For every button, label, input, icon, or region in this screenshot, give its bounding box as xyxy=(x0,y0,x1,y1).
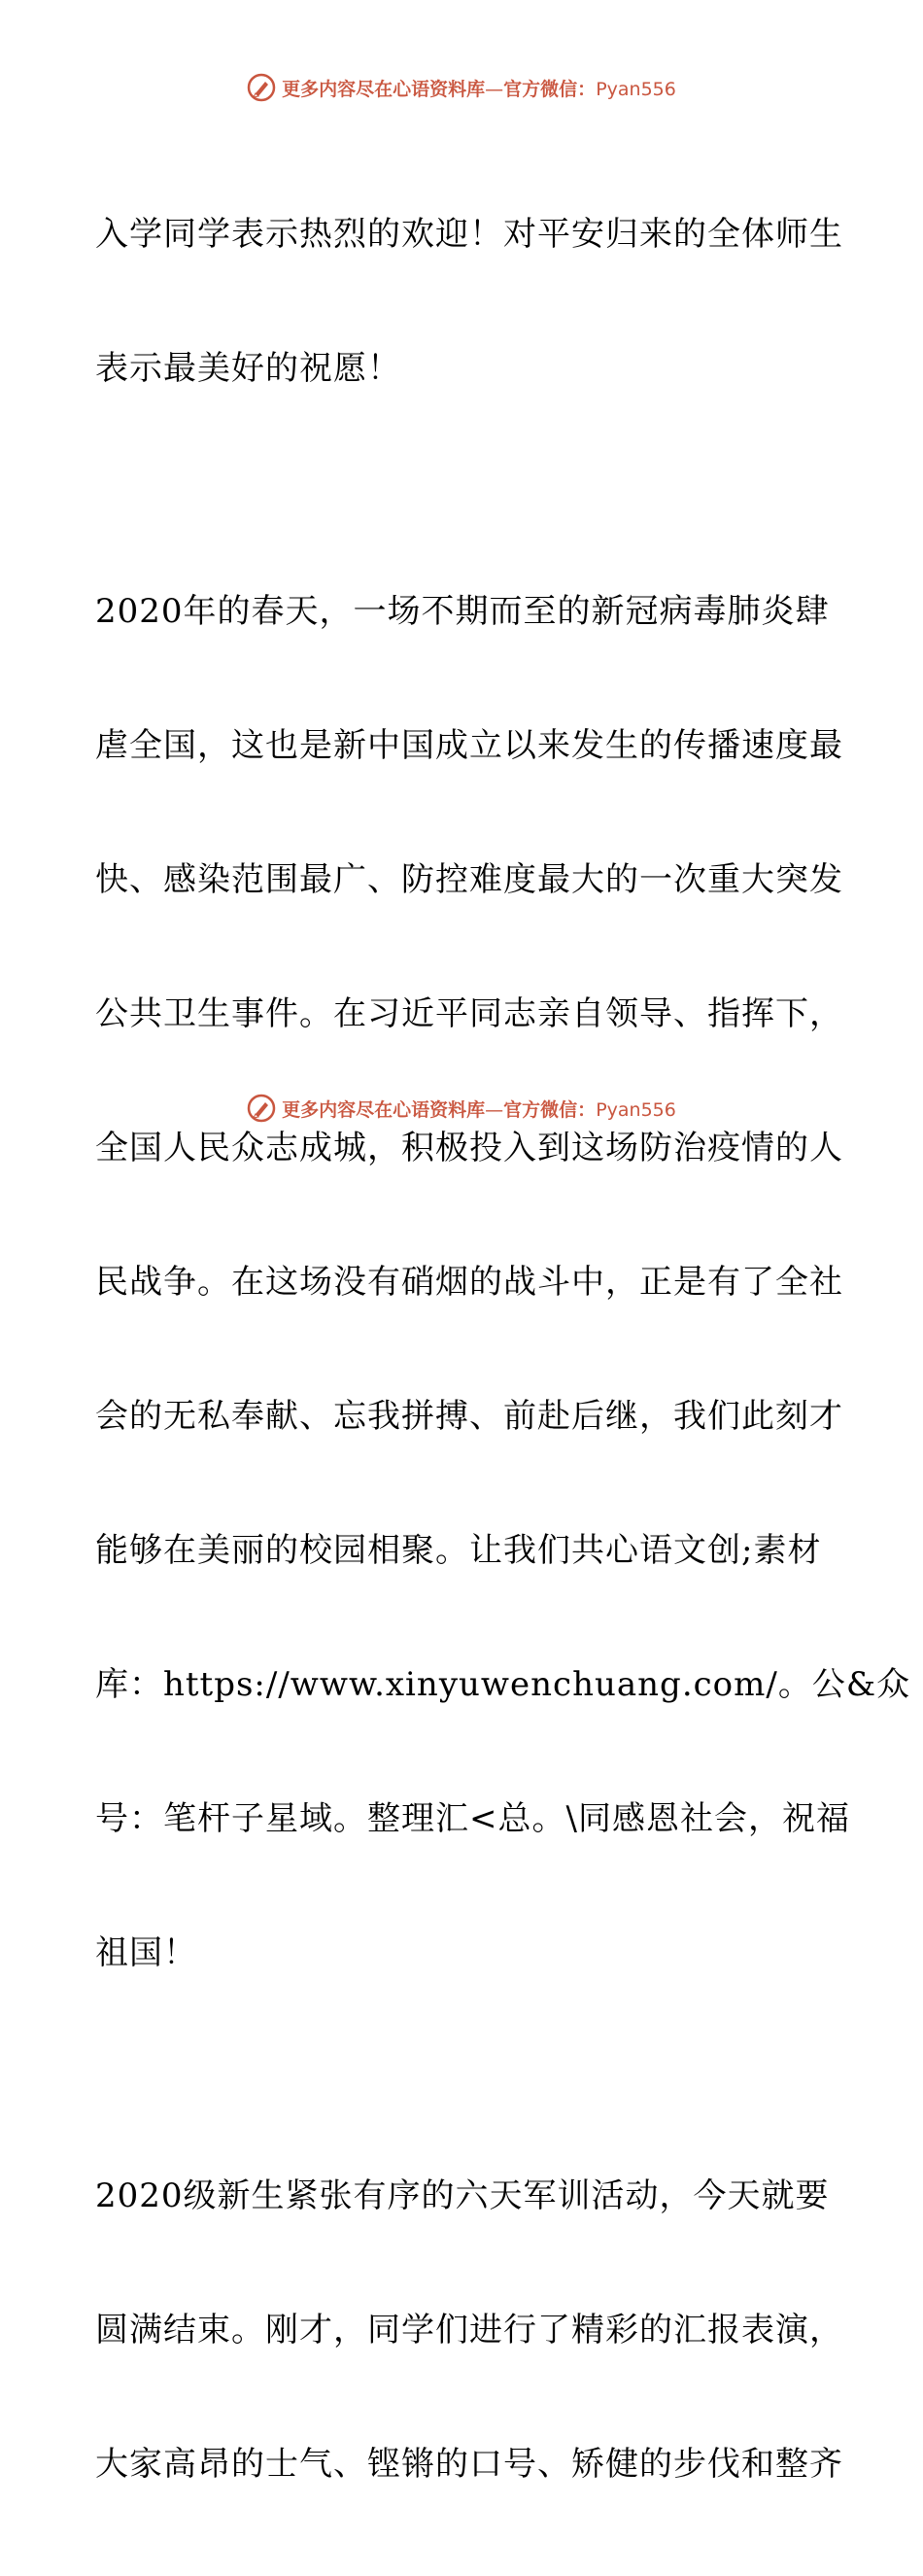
text-line: 库：https://www.xinyuwenchuang.com/。公&众 xyxy=(95,1665,911,1704)
text-line: 虐全国，这也是新中国成立以来发生的传播速度最 xyxy=(95,726,843,765)
text-line: 民战争。在这场没有硝烟的战斗中，正是有了全社 xyxy=(95,1263,843,1302)
footer-watermark-text: 更多内容尽在心语资料库—官方微信：Pyan556 xyxy=(282,1098,676,1121)
text-line: 表示最美好的祝愿！ xyxy=(95,349,401,388)
document-body xyxy=(95,122,911,2576)
text-line: 圆满结束。刚才，同学们进行了精彩的汇报表演， xyxy=(95,2311,843,2350)
paragraph-3 xyxy=(95,2084,843,2576)
text-line: 全国人民众志成城，积极投入到这场防治疫情的人 xyxy=(95,1129,843,1167)
paragraph-1 xyxy=(95,122,843,480)
text-line: 入学同学表示热烈的欢迎！对平安归来的全体师生 xyxy=(95,215,843,254)
paragraph-2 xyxy=(95,500,911,2065)
text-line: 大家高昂的士气、铿锵的口号、矫健的步伐和整齐 xyxy=(95,2445,843,2484)
header-watermark-text: 更多内容尽在心语资料库—官方微信：Pyan556 xyxy=(282,78,676,100)
pen-logo-icon xyxy=(247,1094,276,1123)
pen-logo-icon xyxy=(247,73,276,102)
text-line: 号：笔杆子星域。整理汇<总。\同感恩社会，祝福 xyxy=(95,1799,850,1838)
text-line: 会的无私奉献、忘我拼搏、前赴后继，我们此刻才 xyxy=(95,1397,843,1436)
text-line: 2020年的春天，一场不期而至的新冠病毒肺炎肆 xyxy=(95,592,830,631)
text-line: 2020级新生紧张有序的六天军训活动，今天就要 xyxy=(95,2176,830,2215)
text-line: 公共卫生事件。在习近平同志亲自领导、指挥下， xyxy=(95,994,843,1033)
header-watermark xyxy=(0,68,923,107)
text-line: 能够在美丽的校园相聚。让我们共心语文创;素材 xyxy=(95,1531,822,1570)
footer-watermark xyxy=(0,1089,923,1128)
text-line: 祖国！ xyxy=(95,1933,197,1972)
text-line: 快、感染范围最广、防控难度最大的一次重大突发 xyxy=(95,860,843,899)
